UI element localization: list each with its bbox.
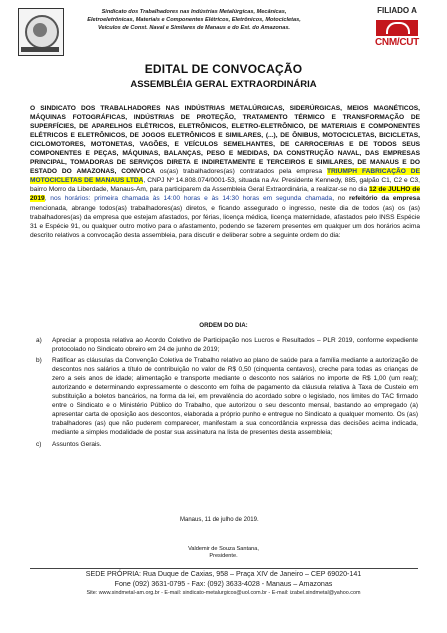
agenda-title: ORDEM DO DIA: — [199, 322, 248, 329]
union-full-name: O SINDICATO DOS TRABALHADORES NAS INDÚSTRIAS METALÚRGICAS, SIDERÚRGICAS, MEIOS MAGNÉTICOS, MÁQUINAS FOTOGRÁFICAS, INDÚSTRIAS DE PROTEÇÃO, TRATAMENTO TÉRMICO E TRANSFORMAÇÃO DE SUPERFÍCIES, DE APARELHOS ELÉTRICOS, ELETRÔNICOS, ELETRO-ELETRÔNICO, DE MATERIAIS E COMPONENTES ELÉTRICOS E ELETRÔNICOS, DE JOGOS ELETRÔNICOS E SIMILARES, (...), DE ÔNIBUS, MOTOCICLETAS, BICICLETAS, CICLOMOTORES, MOTONETAS, VAGÕES, E VEÍCULOS SEMELHANTES, DE CARROCERIAS E DE TODOS SEUS COMPONENTES E PEÇAS, MÁQUINAS, BALANÇAS, PESO E MEDIDAS, DA CONSTRUÇÃO NAVAL, DAS EMPRESAS PRINCIPAL, TOMADORAS DE SERVIÇOS DIRETA E INDIRETAMENTE E TERCEIROS E SIMILARES, DE MANAUS E DO ESTADO DO AMAZONAS, — [30, 105, 420, 176]
signature-block — [0, 546, 447, 560]
convoca-word: CONVOCA — [121, 168, 155, 176]
filiado-label: FILIADO A — [377, 6, 417, 15]
union-name: Sindicato dos Trabalhadores nas Indústrias Metalúrgicas, Mecânicas, Eletroeletrônicas, Materiais e Componentes Elétricos, Eletrônicos, Motocicletas, Veículos de Const. Naval e Similares de Manaus e do Est. do Amazonas. — [87, 9, 301, 31]
date-line: Manaus, 11 de julho de 2019. — [180, 517, 259, 523]
body-text-2: , CNPJ Nº 14.808.074/0001-53, situada na Av. Presidente Kennedy, 885, galpão C1, C2 e C3, bairro Morro da Liberdade, Manaus-Am, para participarem da Assembleia Geral Extraordinária, a realizar-se no dia — [30, 177, 420, 194]
footer-contacts: Site: www.sindmetal-am.org.br - E-mail: sindicato-metalurgicos@uol.com.br - E-mail: izabel.sindmetal@yahoo.com — [86, 590, 361, 596]
agenda-list — [36, 336, 418, 451]
cnm-cut-logo — [366, 6, 428, 52]
cnm-label: CNM/CUT — [374, 37, 419, 48]
footer-divider — [30, 568, 418, 569]
signatory-role: Presidente. — [209, 553, 238, 559]
agenda-item — [36, 440, 418, 449]
assembly-location: refeitório da empresa — [348, 195, 420, 203]
agenda-item-text: Ratificar as cláusulas da Convenção Coletiva de Trabalho relativo ao plano de saúde para a família mediante a autorização de descontos nos salários a título de contribuição no valor de R$ 0,50 (cinquenta centavos), creche para todas as crianças de zero a seis anos de idade; alimentação e transporte mediante o desconto nos salários no importe de R$ 1,00 (um real); autorizando e determinando expressamente o desconto em folha de pagamento da cláusula relativa à Taxa de Custeio em substituição a boletos bancários, na forma da lei, em prevalência do acordado sobre o legislado, nos limites do TAC firmado entre o Sindicato e o Ministério Público do Trabalho, que autorizou o seu desconto mensal, bastando ao empregado (a) apresentar carta de oposição aos descontos, elaborada a próprio punho e entregue no Sindicato a qualquer momento. Os (as) trabalhadores (as) que não puderem comparecer, manifestam a sua concordância expressa das decisões acima indicada, mediante a simples modalidade de postar sua assinatura na lista de presentes desta assembleia; — [52, 357, 418, 437]
agenda-item-label: a) — [36, 337, 42, 344]
body-text-5: mencionada, abrange todos(as) trabalhadores(as) diretos, e ficando assegurado o ingresso, neste dia de todos (as) os (as) trabalhadores(as) da empresa que estejam afastados, por férias, licença médica, licença maternidade, afastados pelo INSS Espécie 31 e Espécie 91, ou qualquer outro motivo para o afastamento, podendo se fazerem presentes em qualquer um dos horários acima descrito relativos a convocação desta assembleia, para discutir e deliberar sobre a seguinte ordem do dia: — [30, 204, 420, 239]
signatory-name: Valdemir de Souza Santana, — [188, 546, 259, 552]
agenda-item-label: b) — [36, 357, 42, 365]
union-logo-icon — [18, 8, 64, 56]
assembly-date: 12 de JULHO de 2019 — [30, 186, 420, 203]
footer-address: SEDE PRÓPRIA: Rua Duque de Caxias, 958 – Praça XIV de Janeiro – CEP 69020-141 — [85, 570, 362, 578]
agenda-item — [36, 356, 418, 437]
body-text-4: , no — [332, 195, 349, 203]
document-subtitle: ASSEMBLÉIA GERAL EXTRAORDINÁRIA — [130, 79, 317, 90]
company-name: TRIUMPH FABRICAÇÃO DE MOTOCICLETAS DE MANAUS LTDA — [30, 168, 420, 185]
agenda-item — [36, 336, 418, 354]
footer — [0, 570, 447, 599]
agenda-item-text: Apreciar a proposta relativa ao Acordo Coletivo de Participação nos Lucros e Resultados – PLR 2019, conforme expediente protocolado no Sindicato obreiro em 24 de junho de 2019; — [52, 337, 418, 354]
footer-phone: Fone (092) 3631-0795 - Fax: (092) 3633-4028 - Manaus – Amazonas — [114, 579, 333, 588]
letterhead — [0, 0, 447, 56]
body-text-1: os(as) trabalhadores(as) contratados pela empresa — [154, 168, 327, 176]
agenda-item-text: Assuntos Gerais. — [52, 440, 102, 448]
document-title: EDITAL DE CONVOCAÇÃO — [144, 62, 303, 76]
cnm-emblem-icon — [376, 20, 418, 36]
schedule-text: , nos horários: primeira chamada às 14:00 horas e às 14:30 horas em segunda chamada — [44, 195, 333, 203]
convocation-paragraph — [30, 104, 420, 240]
agenda-item-label: c) — [36, 440, 42, 448]
